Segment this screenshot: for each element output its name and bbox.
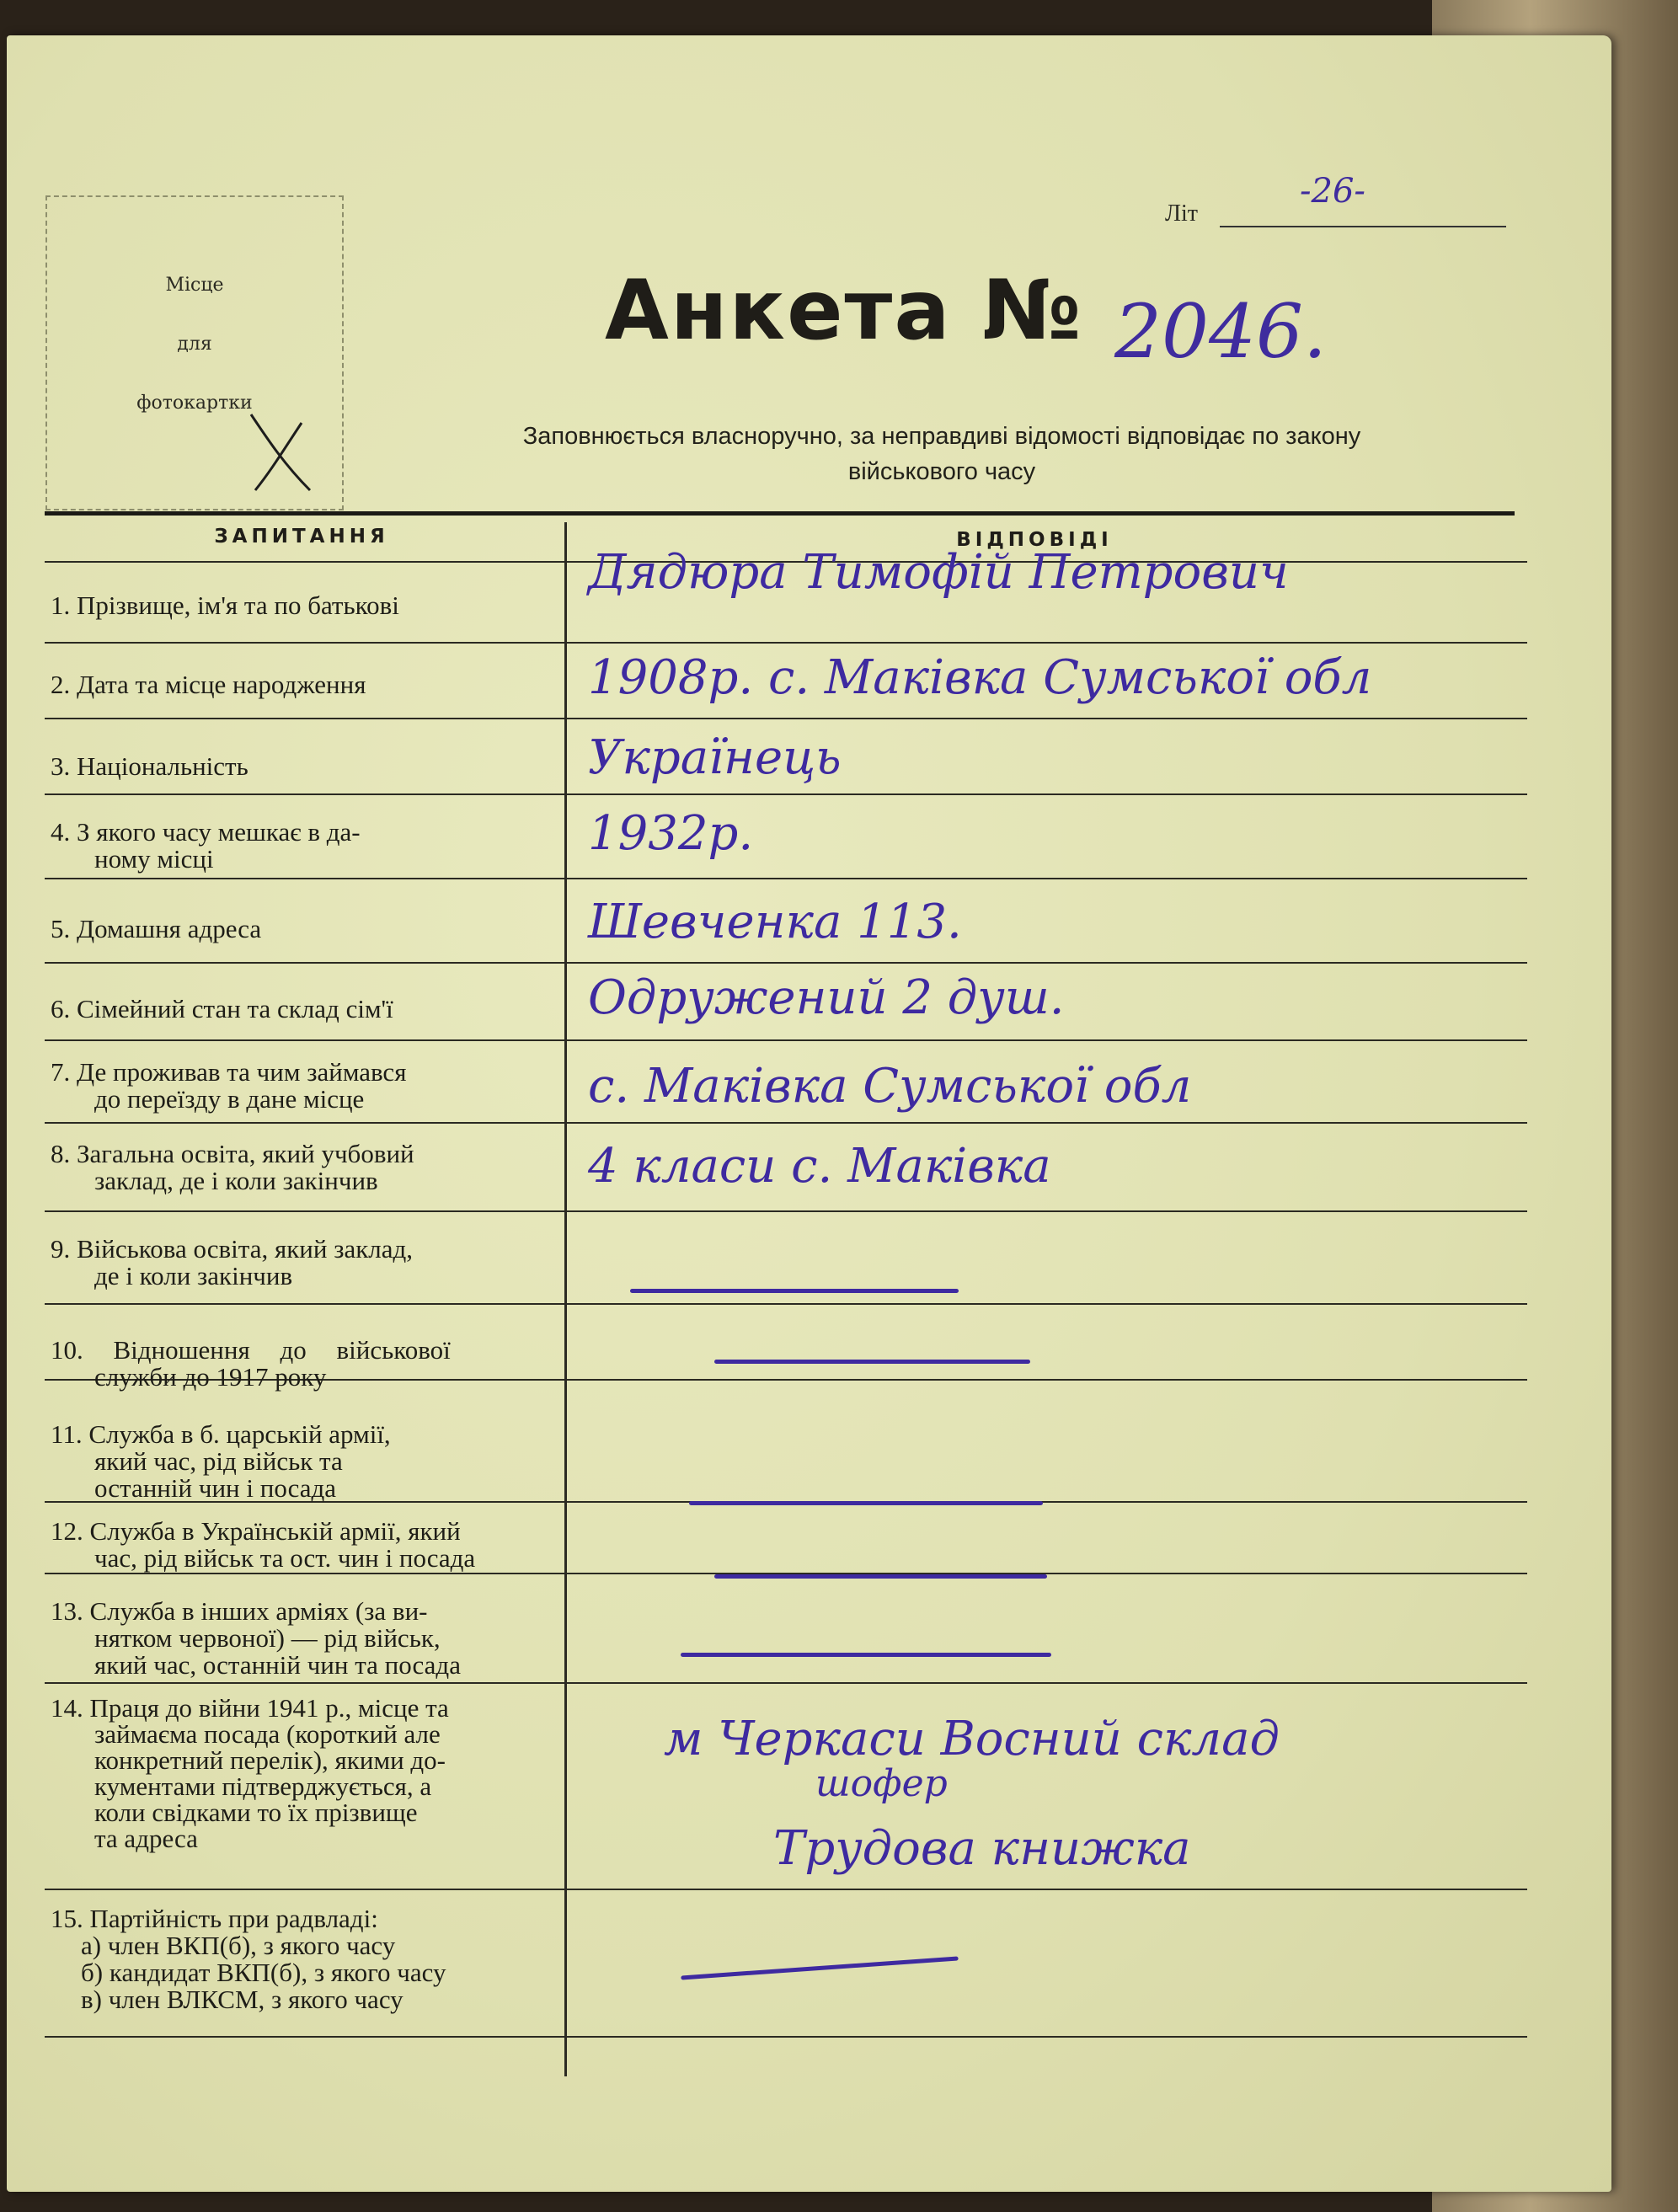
question-text: коли свідками то їх прізвище [94, 1798, 418, 1827]
question-text: який час, рід військ та [94, 1446, 343, 1476]
column-divider [564, 522, 567, 2076]
answer-2: 1908р. с. Маківка Сумської обл [588, 650, 1372, 705]
question-text: 4. З якого часу мешкає в да- [51, 817, 361, 847]
row-divider [45, 1122, 1527, 1124]
answer-9-dash [630, 1289, 959, 1293]
question-text: служби до 1917 року [94, 1362, 327, 1392]
question-text: 14. Праця до війни 1941 р., місце та [51, 1693, 449, 1723]
question-text: та адреса [94, 1824, 198, 1853]
question-text: б) кандидат ВКП(б), з якого часу [81, 1958, 446, 1987]
question-text: 13. Служба в інших арміях (за ви- [51, 1596, 428, 1626]
question-text: 9. Військова освіта, який заклад, [51, 1234, 414, 1264]
question-text: до переїзду в дане місце [94, 1084, 365, 1114]
question-text: ному місці [94, 844, 214, 874]
answer-14-position: шофер [815, 1762, 948, 1805]
question-14 [51, 1695, 560, 1851]
question-7 [51, 1059, 560, 1113]
form-number: 2046. [1114, 288, 1327, 375]
answers-column-header: ВІДПОВІДІ [956, 529, 1113, 551]
row-divider [45, 878, 1527, 879]
question-text: 1. Прізвище, ім'я та по батькові [51, 590, 399, 620]
question-9 [51, 1236, 560, 1290]
question-text: 6. Сімейний стан та склад сім'ї [51, 994, 393, 1023]
answer-12-dash [714, 1574, 1047, 1579]
question-text: 10. Відношення до військової [51, 1335, 451, 1365]
question-text: який час, останній чин та посада [94, 1650, 461, 1680]
answer-5: Шевченка 113. [588, 895, 962, 949]
question-text: де і коли закінчив [94, 1261, 293, 1290]
row-divider [45, 2036, 1527, 2038]
question-6 [51, 996, 560, 1023]
answer-10-dash [714, 1360, 1030, 1364]
question-text: нятком червоної) — рід військ, [94, 1623, 441, 1653]
questions-column-header: ЗАПИТАННЯ [214, 526, 389, 548]
question-text: займаєма посада (короткий але [94, 1719, 441, 1749]
answer-13-dash [681, 1653, 1051, 1657]
instructions-line-2: військового часу [847, 458, 1036, 485]
question-5 [51, 916, 560, 943]
row-divider [45, 1682, 1527, 1684]
question-2 [51, 671, 560, 698]
answer-3: Українець [588, 730, 842, 785]
question-15 [51, 1905, 560, 2013]
answer-1: Дядюра Тимофій Петрович [588, 545, 1289, 600]
answer-14-document: Трудова книжка [773, 1821, 1191, 1876]
question-text: 2. Дата та місце народження [51, 670, 366, 699]
sheet-number-label: Літ [1165, 200, 1199, 227]
answer-11-dash [689, 1501, 1043, 1505]
photo-label-line-2: для [177, 334, 212, 355]
row-divider [45, 1303, 1527, 1305]
question-11 [51, 1421, 560, 1502]
row-divider [45, 793, 1527, 795]
answer-15-dash [681, 1956, 959, 1980]
row-divider [45, 1039, 1527, 1041]
question-13 [51, 1598, 560, 1679]
question-text: час, рід військ та ост. чин і посада [94, 1543, 476, 1573]
question-text: 3. Національність [51, 751, 248, 781]
row-divider [45, 962, 1527, 964]
question-text: заклад, де і коли закінчив [94, 1166, 378, 1195]
question-12 [51, 1518, 560, 1572]
question-text: останній чин і посада [94, 1473, 337, 1503]
header-rule-top [45, 511, 1515, 516]
question-text: 8. Загальна освіта, який учбовий [51, 1139, 414, 1168]
instructions-line-1: Заповнюється власноручно, за неправдиві відомості відповідає по закону [522, 423, 1361, 450]
sheet-number-value: -26- [1300, 172, 1365, 211]
question-1 [51, 553, 560, 619]
row-divider [45, 718, 1527, 719]
handwritten-x-mark [243, 406, 318, 499]
answer-8: 4 класи с. Маківка [588, 1139, 1051, 1194]
answer-14: м Черкаси Восний склад [664, 1712, 1280, 1766]
question-text: а) член ВКП(б), з якого часу [81, 1931, 396, 1960]
question-3 [51, 753, 560, 780]
question-text: 11. Служба в б. царській армії, [51, 1419, 391, 1449]
questionnaire-page [7, 35, 1611, 2192]
answer-4: 1932р. [588, 806, 754, 861]
answer-6: Одружений 2 душ. [588, 970, 1065, 1025]
answer-7: с. Маківка Сумської обл [588, 1059, 1192, 1114]
form-instructions [361, 419, 1523, 489]
sheet-number-line [1220, 226, 1506, 227]
form-title: Анкета № [605, 263, 1083, 359]
question-text: 15. Партійність при радвладі: [51, 1904, 378, 1933]
row-divider [45, 642, 1527, 644]
row-divider [45, 1210, 1527, 1212]
photo-label-line-3: фотокартки [136, 393, 253, 414]
question-text: 7. Де проживав та чим займався [51, 1057, 407, 1087]
question-text: 12. Служба в Українській армії, який [51, 1516, 461, 1546]
row-divider [45, 1889, 1527, 1890]
question-10 [51, 1337, 560, 1391]
question-text: в) член ВЛКСМ, з якого часу [81, 1985, 403, 2014]
question-4 [51, 819, 560, 873]
question-text: 5. Домашня адреса [51, 914, 262, 943]
question-text: конкретний перелік), якими до- [94, 1745, 446, 1775]
question-text: кументами підтверджується, а [94, 1771, 432, 1801]
question-8 [51, 1141, 560, 1194]
photo-label-line-1: Місце [165, 275, 224, 296]
